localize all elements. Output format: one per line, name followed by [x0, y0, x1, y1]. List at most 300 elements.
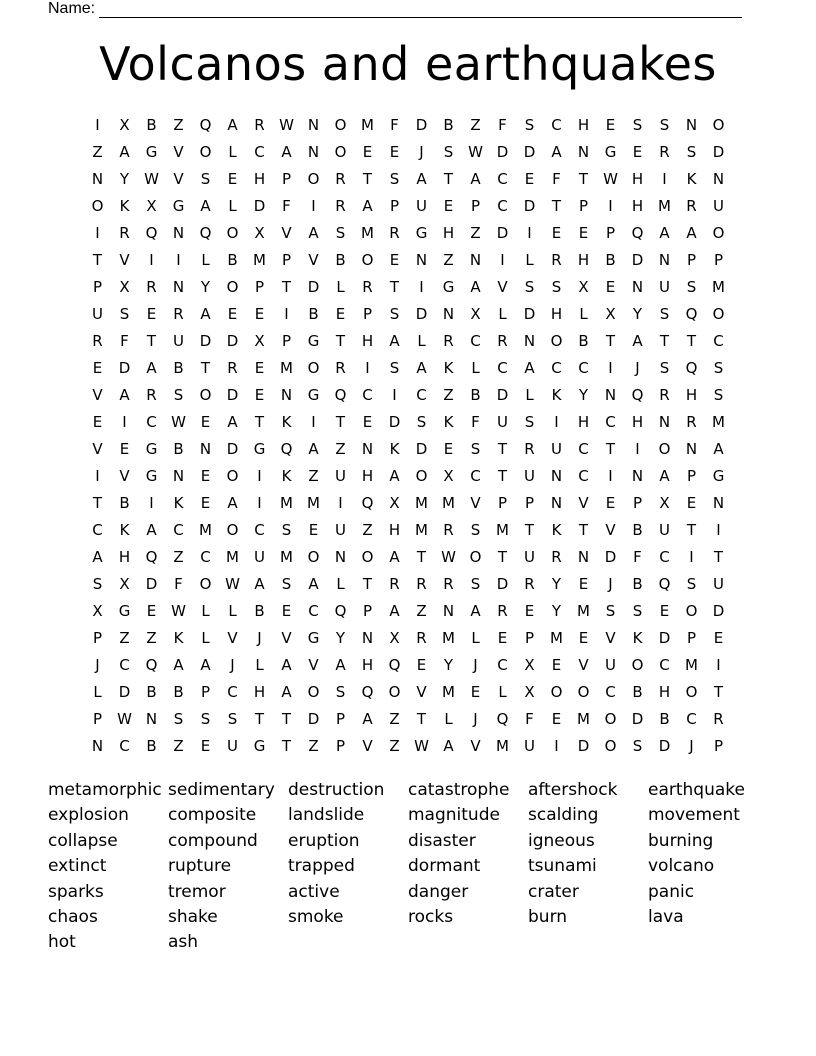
- grid-letter: N: [658, 250, 671, 269]
- grid-letter: H: [442, 223, 455, 242]
- grid-letter: T: [443, 169, 454, 188]
- grid-letter: D: [253, 196, 266, 215]
- grid-letter: T: [605, 439, 616, 458]
- grid-letter: T: [551, 196, 562, 215]
- grid-letter: Q: [145, 223, 158, 242]
- grid-letter: W: [117, 709, 132, 728]
- grid-letter: Q: [145, 655, 158, 674]
- grid-letter: B: [632, 574, 643, 593]
- grid-letter: O: [199, 385, 212, 404]
- grid-letter: N: [91, 169, 104, 188]
- grid-letter: G: [253, 736, 266, 755]
- grid-letter: G: [145, 439, 158, 458]
- grid-letter: C: [470, 466, 481, 485]
- grid-letter: Q: [361, 493, 374, 512]
- grid-letter: C: [254, 142, 265, 161]
- grid-letter: P: [524, 628, 535, 647]
- grid-letter: E: [551, 655, 562, 674]
- grid-letter: I: [95, 115, 100, 134]
- grid-letter: P: [92, 628, 103, 647]
- grid-letter: N: [469, 250, 482, 269]
- grid-letter: S: [659, 304, 670, 323]
- grid-letter: B: [173, 439, 184, 458]
- grid-letter: T: [146, 331, 157, 350]
- grid-letter: S: [551, 277, 562, 296]
- grid-letter: O: [604, 709, 617, 728]
- grid-letter: U: [416, 196, 427, 215]
- grid-letter: X: [119, 115, 130, 134]
- grid-letter: K: [389, 439, 400, 458]
- grid-letter: H: [361, 331, 374, 350]
- grid-letter: F: [174, 574, 183, 593]
- grid-letter: S: [389, 304, 400, 323]
- grid-letter: U: [227, 736, 238, 755]
- grid-letter: E: [713, 628, 724, 647]
- grid-letter: E: [200, 736, 211, 755]
- grid-letter: Z: [389, 709, 400, 728]
- grid-letter: V: [605, 628, 616, 647]
- grid-letter: P: [335, 736, 346, 755]
- grid-letter: T: [605, 331, 616, 350]
- grid-letter: U: [524, 466, 535, 485]
- grid-letter: U: [524, 736, 535, 755]
- grid-letter: T: [578, 169, 589, 188]
- grid-letter: P: [254, 277, 265, 296]
- grid-letter: A: [173, 655, 184, 674]
- grid-letter: Q: [361, 682, 374, 701]
- grid-letter: X: [524, 682, 535, 701]
- grid-letter: X: [659, 493, 670, 512]
- page-title: Volcanos and earthquakes: [99, 37, 717, 91]
- grid-letter: T: [497, 466, 508, 485]
- grid-letter: L: [201, 601, 210, 620]
- grid-letter: A: [362, 709, 373, 728]
- grid-letter: G: [712, 466, 725, 485]
- grid-letter: H: [685, 385, 698, 404]
- grid-letter: I: [608, 466, 613, 485]
- grid-letter: E: [551, 709, 562, 728]
- word-list-item: eruption: [288, 830, 360, 851]
- grid-letter: Q: [334, 601, 347, 620]
- grid-letter: Z: [416, 601, 427, 620]
- grid-letter: Q: [388, 655, 401, 674]
- grid-letter: B: [443, 115, 454, 134]
- grid-letter: B: [335, 250, 346, 269]
- grid-letter: O: [550, 682, 563, 701]
- grid-letter: A: [200, 304, 211, 323]
- grid-letter: O: [199, 574, 212, 593]
- grid-letter: A: [200, 655, 211, 674]
- grid-letter: B: [119, 493, 130, 512]
- grid-letter: O: [388, 682, 401, 701]
- grid-letter: X: [254, 331, 265, 350]
- grid-letter: O: [658, 439, 671, 458]
- grid-letter: L: [93, 682, 102, 701]
- grid-letter: X: [470, 304, 481, 323]
- grid-letter: G: [253, 439, 266, 458]
- grid-letter: D: [712, 142, 725, 161]
- grid-letter: M: [577, 709, 590, 728]
- grid-letter: M: [226, 547, 239, 566]
- grid-letter: S: [173, 709, 184, 728]
- grid-letter: H: [577, 250, 590, 269]
- grid-letter: G: [145, 142, 158, 161]
- grid-letter: E: [146, 601, 157, 620]
- grid-letter: A: [227, 412, 238, 431]
- grid-letter: I: [716, 520, 721, 539]
- grid-letter: L: [471, 628, 480, 647]
- grid-letter: R: [146, 277, 157, 296]
- grid-letter: A: [686, 223, 697, 242]
- grid-letter: O: [226, 277, 239, 296]
- word-list-item: panic: [648, 881, 695, 902]
- name-label: Name:: [48, 0, 96, 17]
- grid-letter: V: [308, 655, 319, 674]
- grid-letter: C: [254, 520, 265, 539]
- grid-letter: F: [282, 196, 291, 215]
- grid-letter: E: [551, 223, 562, 242]
- grid-letter: R: [335, 358, 346, 377]
- grid-letter: H: [118, 547, 131, 566]
- grid-letter: O: [307, 169, 320, 188]
- grid-letter: I: [311, 196, 316, 215]
- grid-letter: W: [144, 169, 159, 188]
- grid-letter: D: [226, 385, 239, 404]
- grid-letter: V: [92, 385, 103, 404]
- grid-letter: D: [631, 250, 644, 269]
- grid-letter: T: [713, 547, 724, 566]
- grid-letter: Z: [308, 466, 319, 485]
- grid-letter: Y: [551, 601, 562, 620]
- grid-letter: R: [713, 709, 724, 728]
- grid-letter: M: [307, 493, 320, 512]
- grid-letter: O: [226, 466, 239, 485]
- grid-letter: E: [200, 412, 211, 431]
- grid-letter: O: [712, 223, 725, 242]
- grid-letter: D: [577, 736, 590, 755]
- word-list-item: compound: [168, 830, 258, 851]
- grid-letter: C: [686, 709, 697, 728]
- grid-letter: N: [361, 628, 374, 647]
- grid-letter: G: [307, 385, 320, 404]
- grid-letter: T: [362, 169, 373, 188]
- grid-letter: S: [389, 169, 400, 188]
- grid-letter: Y: [578, 385, 589, 404]
- grid-letter: C: [200, 547, 211, 566]
- grid-letter: U: [659, 520, 670, 539]
- grid-letter: E: [686, 493, 697, 512]
- grid-letter: X: [389, 493, 400, 512]
- grid-letter: V: [173, 142, 184, 161]
- name-field[interactable]: [48, 0, 742, 18]
- grid-letter: N: [334, 547, 347, 566]
- grid-letter: I: [257, 493, 262, 512]
- grid-letter: R: [416, 574, 427, 593]
- letter-grid: [84, 111, 732, 759]
- grid-letter: D: [496, 223, 509, 242]
- grid-letter: Z: [119, 628, 130, 647]
- grid-letter: M: [550, 628, 563, 647]
- grid-letter: P: [281, 331, 292, 350]
- grid-letter: C: [578, 466, 589, 485]
- grid-letter: M: [415, 520, 428, 539]
- grid-letter: R: [443, 520, 454, 539]
- grid-letter: I: [257, 466, 262, 485]
- grid-letter: U: [713, 574, 724, 593]
- grid-letter: K: [281, 412, 292, 431]
- grid-letter: M: [658, 196, 671, 215]
- grid-letter: S: [200, 169, 211, 188]
- grid-letter: E: [497, 628, 508, 647]
- grid-letter: U: [524, 547, 535, 566]
- grid-letter: P: [497, 493, 508, 512]
- grid-letter: T: [281, 277, 292, 296]
- grid-letter: V: [605, 520, 616, 539]
- grid-letter: M: [577, 601, 590, 620]
- grid-letter: U: [659, 277, 670, 296]
- grid-letter: O: [226, 520, 239, 539]
- grid-letter: N: [685, 115, 698, 134]
- grid-letter: T: [335, 331, 346, 350]
- grid-letter: P: [524, 493, 535, 512]
- grid-letter: I: [95, 466, 100, 485]
- grid-letter: D: [496, 142, 509, 161]
- grid-letter: D: [226, 331, 239, 350]
- grid-letter: I: [311, 412, 316, 431]
- grid-letter: S: [605, 601, 616, 620]
- grid-letter: L: [228, 601, 237, 620]
- grid-letter: N: [307, 142, 320, 161]
- word-list-item: explosion: [48, 805, 129, 826]
- grid-letter: Y: [119, 169, 130, 188]
- grid-letter: D: [523, 142, 536, 161]
- grid-letter: E: [92, 412, 103, 431]
- grid-letter: E: [119, 439, 130, 458]
- grid-letter: J: [473, 655, 478, 674]
- name-underline[interactable]: [99, 2, 742, 18]
- grid-letter: A: [119, 142, 130, 161]
- grid-letter: X: [254, 223, 265, 242]
- grid-letter: D: [658, 736, 671, 755]
- grid-letter: N: [631, 277, 644, 296]
- grid-letter: S: [92, 574, 103, 593]
- grid-letter: A: [470, 169, 481, 188]
- grid-letter: F: [390, 115, 399, 134]
- grid-letter: B: [605, 250, 616, 269]
- grid-letter: K: [119, 196, 130, 215]
- grid-letter: I: [419, 277, 424, 296]
- grid-letter: H: [577, 412, 590, 431]
- grid-letter: R: [227, 358, 238, 377]
- grid-letter: L: [444, 709, 453, 728]
- grid-letter: N: [658, 412, 671, 431]
- grid-letter: T: [335, 412, 346, 431]
- word-list-item: trapped: [288, 856, 355, 877]
- grid-letter: N: [172, 223, 185, 242]
- grid-letter: B: [146, 736, 157, 755]
- grid-letter: C: [308, 601, 319, 620]
- grid-letter: C: [497, 358, 508, 377]
- grid-letter: V: [173, 169, 184, 188]
- grid-letter: V: [362, 736, 373, 755]
- grid-letter: P: [281, 169, 292, 188]
- grid-letter: W: [468, 142, 483, 161]
- grid-letter: S: [200, 709, 211, 728]
- grid-letter: H: [631, 169, 644, 188]
- grid-letter: K: [551, 385, 562, 404]
- grid-letter: E: [146, 304, 157, 323]
- grid-letter: V: [578, 655, 589, 674]
- grid-letter: F: [471, 412, 480, 431]
- word-list-item: igneous: [528, 830, 595, 851]
- grid-letter: F: [552, 169, 561, 188]
- grid-letter: U: [173, 331, 184, 350]
- grid-letter: B: [146, 115, 157, 134]
- grid-letter: D: [307, 277, 320, 296]
- grid-letter: S: [632, 601, 643, 620]
- grid-letter: Q: [685, 304, 698, 323]
- grid-letter: T: [416, 709, 427, 728]
- word-list-item: lava: [648, 906, 684, 927]
- grid-letter: A: [416, 169, 427, 188]
- grid-letter: N: [550, 466, 563, 485]
- word-list: [48, 778, 768, 956]
- grid-letter: P: [281, 250, 292, 269]
- grid-letter: I: [95, 223, 100, 242]
- grid-letter: S: [659, 358, 670, 377]
- grid-letter: T: [497, 439, 508, 458]
- grid-letter: Z: [362, 520, 373, 539]
- grid-letter: X: [524, 655, 535, 674]
- grid-letter: E: [605, 115, 616, 134]
- grid-letter: E: [578, 223, 589, 242]
- grid-letter: Q: [685, 358, 698, 377]
- word-list-item: rocks: [408, 906, 454, 927]
- grid-letter: Q: [199, 115, 212, 134]
- grid-letter: K: [443, 412, 454, 431]
- grid-letter: I: [149, 250, 154, 269]
- grid-letter: D: [712, 601, 725, 620]
- grid-letter: N: [199, 439, 212, 458]
- grid-letter: Z: [443, 250, 454, 269]
- grid-letter: T: [686, 520, 697, 539]
- grid-letter: D: [307, 709, 320, 728]
- grid-letter: R: [524, 439, 535, 458]
- grid-letter: S: [470, 439, 481, 458]
- grid-letter: A: [227, 493, 238, 512]
- grid-letter: P: [605, 223, 616, 242]
- grid-letter: S: [659, 115, 670, 134]
- grid-letter: I: [392, 385, 397, 404]
- grid-letter: R: [389, 223, 400, 242]
- grid-letter: E: [362, 412, 373, 431]
- grid-letter: Z: [335, 439, 346, 458]
- grid-letter: V: [578, 493, 589, 512]
- grid-letter: S: [389, 358, 400, 377]
- grid-letter: O: [469, 547, 482, 566]
- grid-letter: C: [578, 439, 589, 458]
- grid-letter: G: [145, 466, 158, 485]
- grid-letter: J: [230, 655, 235, 674]
- grid-letter: N: [442, 304, 455, 323]
- grid-letter: E: [605, 277, 616, 296]
- grid-letter: K: [281, 466, 292, 485]
- grid-letter: E: [281, 601, 292, 620]
- grid-letter: K: [551, 520, 562, 539]
- grid-letter: A: [632, 331, 643, 350]
- grid-letter: S: [281, 520, 292, 539]
- grid-letter: N: [91, 736, 104, 755]
- grid-letter: S: [686, 574, 697, 593]
- grid-letter: S: [443, 142, 454, 161]
- grid-letter: C: [497, 196, 508, 215]
- grid-letter: I: [176, 250, 181, 269]
- grid-letter: E: [227, 169, 238, 188]
- grid-letter: R: [119, 223, 130, 242]
- grid-letter: Z: [173, 115, 184, 134]
- grid-letter: X: [605, 304, 616, 323]
- word-list-item: sparks: [48, 881, 104, 902]
- grid-letter: T: [281, 736, 292, 755]
- grid-letter: O: [361, 547, 374, 566]
- grid-letter: O: [712, 115, 725, 134]
- grid-letter: C: [227, 682, 238, 701]
- grid-letter: R: [497, 331, 508, 350]
- grid-letter: M: [496, 736, 509, 755]
- grid-letter: D: [496, 385, 509, 404]
- grid-letter: V: [92, 439, 103, 458]
- grid-letter: W: [441, 547, 456, 566]
- grid-letter: R: [443, 574, 454, 593]
- grid-letter: B: [308, 304, 319, 323]
- grid-letter: A: [362, 196, 373, 215]
- grid-letter: S: [632, 115, 643, 134]
- grid-letter: B: [173, 682, 184, 701]
- grid-letter: H: [361, 466, 374, 485]
- grid-letter: Z: [308, 736, 319, 755]
- grid-letter: C: [146, 412, 157, 431]
- grid-letter: D: [415, 304, 428, 323]
- word-list-item: scalding: [528, 805, 599, 826]
- grid-letter: S: [281, 574, 292, 593]
- grid-letter: M: [361, 223, 374, 242]
- grid-letter: M: [280, 358, 293, 377]
- grid-letter: T: [659, 331, 670, 350]
- grid-letter: O: [361, 250, 374, 269]
- grid-letter: T: [254, 412, 265, 431]
- grid-letter: R: [443, 331, 454, 350]
- grid-letter: C: [119, 655, 130, 674]
- grid-letter: E: [605, 493, 616, 512]
- grid-letter: R: [92, 331, 103, 350]
- grid-letter: C: [92, 520, 103, 539]
- grid-letter: F: [120, 331, 129, 350]
- grid-letter: L: [525, 385, 534, 404]
- word-list-item: chaos: [48, 906, 98, 927]
- grid-letter: B: [659, 709, 670, 728]
- grid-letter: U: [497, 412, 508, 431]
- word-list-item: crater: [528, 881, 579, 902]
- grid-letter: C: [605, 682, 616, 701]
- grid-letter: L: [228, 196, 237, 215]
- grid-letter: P: [92, 277, 103, 296]
- grid-letter: J: [635, 358, 640, 377]
- grid-letter: D: [118, 682, 131, 701]
- grid-letter: R: [659, 142, 670, 161]
- grid-letter: D: [415, 115, 428, 134]
- grid-letter: U: [551, 439, 562, 458]
- grid-letter: Y: [551, 574, 562, 593]
